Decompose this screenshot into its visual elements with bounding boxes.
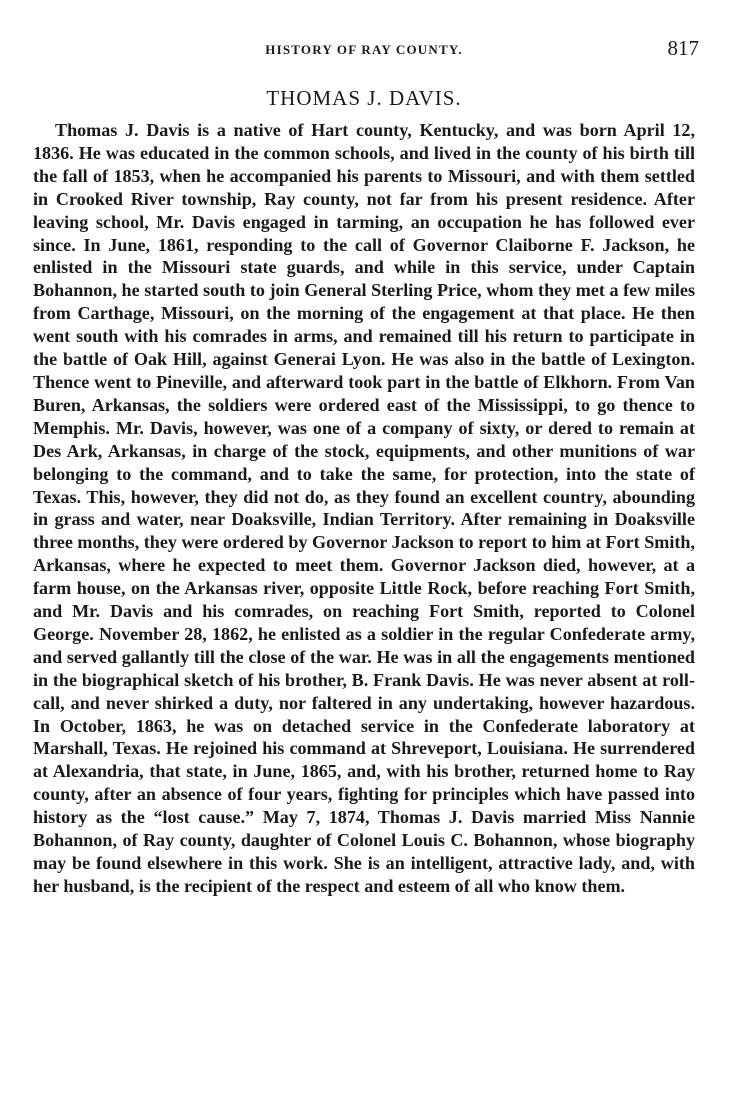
book-page (33, 36, 699, 898)
article-title: THOMAS J. DAVIS. (266, 86, 462, 110)
page-number: 817 (667, 36, 699, 60)
running-title: HISTORY OF RAY COUNTY. (265, 42, 463, 57)
running-head (33, 36, 699, 66)
article-body: Thomas J. Davis is a native of Hart county, Kentucky, and was born April 12, 1836. He was educated in the common schools, and lived in the county of his birth till the fall of 1853, when he accompanied his parents to Missouri, and with them settled in Crooked River township, Ray county, not far from his present residence. After leaving school, Mr. Davis engaged in tarming, an occupation he has followed ever since. In June, 1861, responding to the call of Governor Claiborne F. Jackson, he enlisted in the Missouri state guards, and while in this service, under Captain Bohannon, he started south to join General Sterling Price, whom they met a few miles from Carthage, Missouri, on the morning of the engagement at that place. He then went south with his comrades in arms, and remained till his return to participate in the battle of Oak Hill, against Generai Lyon. He was also in the battle of Lexington. Thence went to Pineville, and afterward took part in the battle of Elkhorn. From Van Buren, Arkansas, the soldiers were ordered east of the Mississippi, to go thence to Memphis. Mr. Davis, however, was one of a company of sixty, or dered to remain at Des Ark, Arkansas, in charge of the stock, equipments, and other munitions of war belonging to the command, and to take the same, for protection, into the state of Texas. This, however, they did not do, as they found an excellent country, abounding in grass and water, near Doaksville, Indian Territory. After remaining in Doaksville three months, they were ordered by Governor Jackson to report to him at Fort Smith, Arkansas, where he expected to meet them. Governor Jackson died, however, at a farm house, on the Arkansas river, opposite Little Rock, before reaching Fort Smith, and Mr. Davis and his comrades, on reaching Fort Smith, reported to Colonel George. November 28, 1862, he enlisted as a soldier in the regular Confederate army, and served gallantly till the close of the war. He was in all the engagements mentioned in the biographical sketch of his brother, B. Frank Davis. He was never absent at roll-call, and never shirked a duty, nor faltered in any undertaking, however hazardous. In October, 1863, he was on detached service in the Confederate laboratory at Marshall, Texas. He rejoined his command at Shreveport, Louisiana. He surrendered at Alexandria, that state, in June, 1865, and, with his brother, returned home to Ray county, after an absence of four years, fighting for principles which have passed into history as the “lost cause.” May 7, 1874, Thomas J. Davis married Miss Nannie Bohannon, of Ray county, daughter of Colonel Louis C. Bohannon, whose biography may be found elsewhere in this work. She is an intelligent, attractive lady, and, with her husband, is the recipient of the respect and esteem of all who know them. (33, 120, 695, 896)
